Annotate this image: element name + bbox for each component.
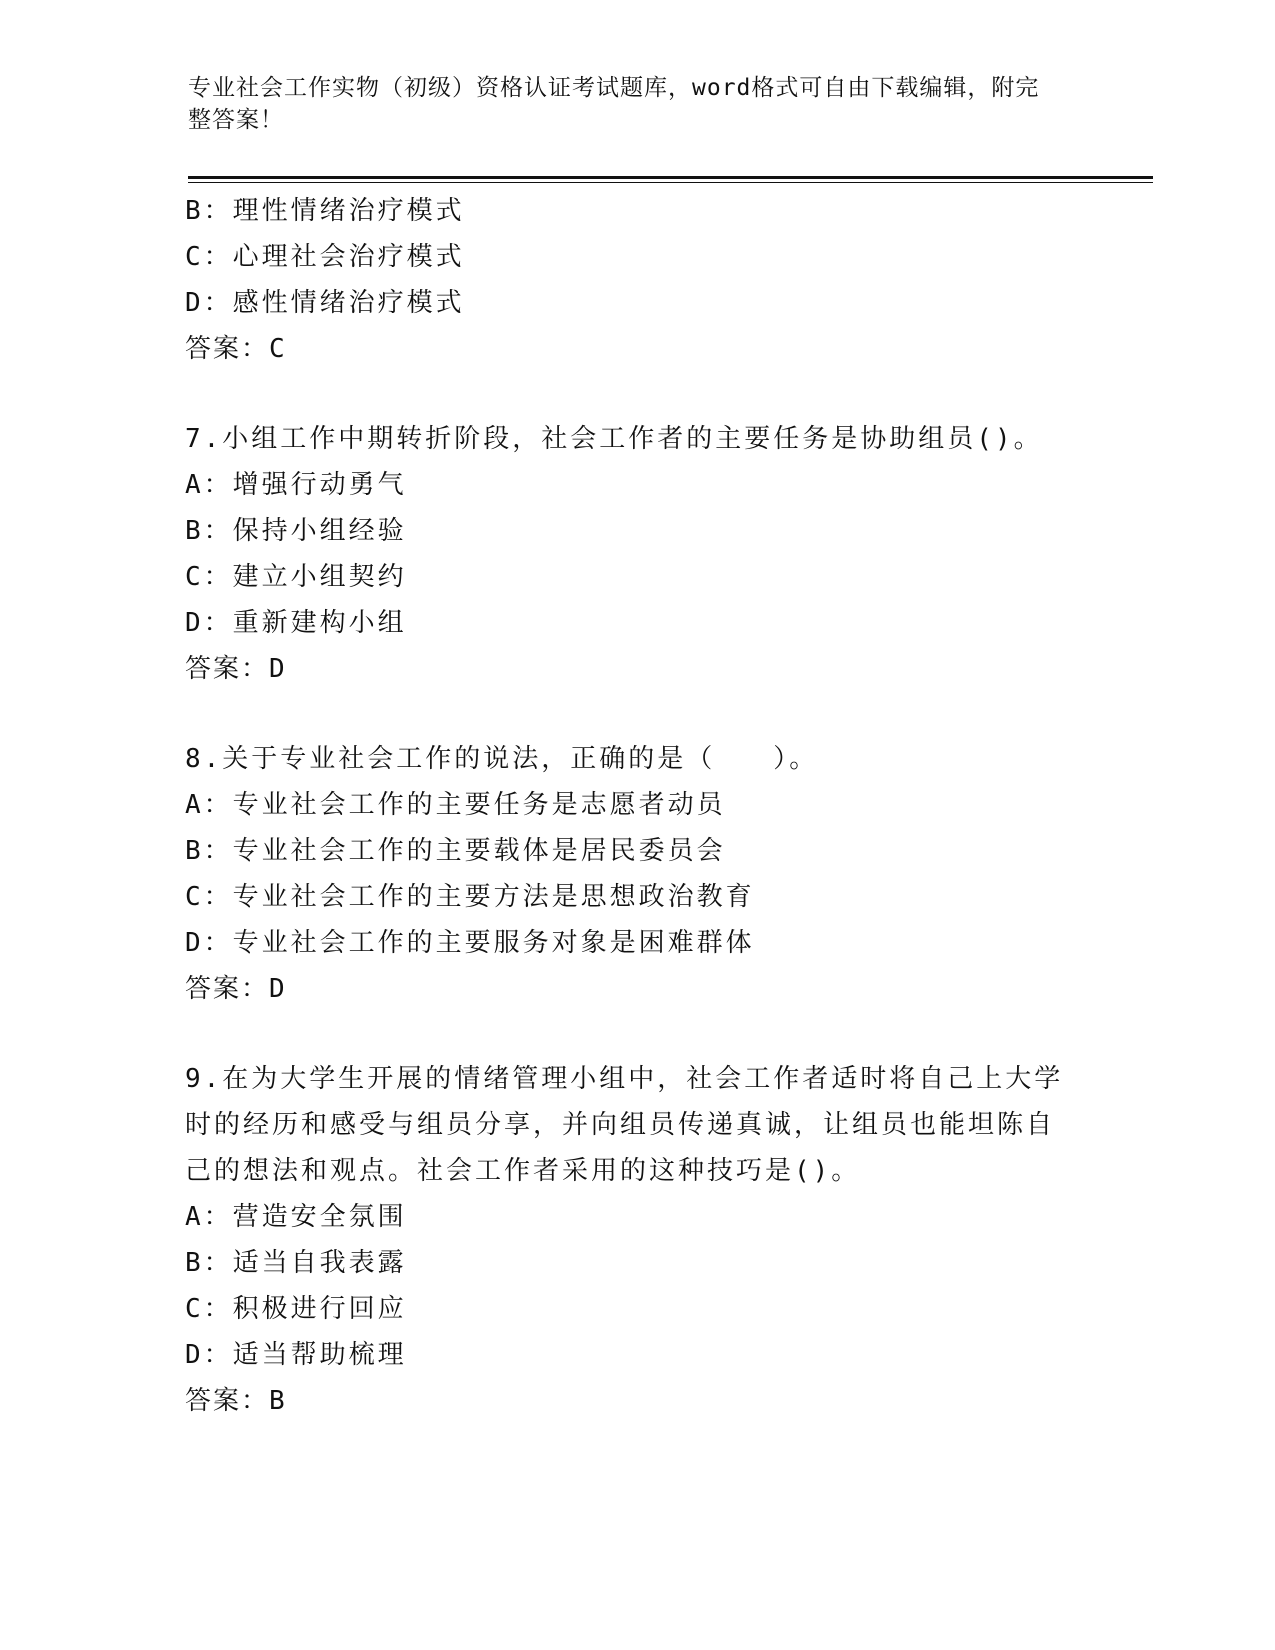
option-d: D：适当帮助梳理	[185, 1340, 407, 1370]
question-stem: 7.小组工作中期转折阶段，社会工作者的主要任务是协助组员()。	[185, 424, 1043, 454]
header-divider-thick	[188, 176, 1153, 179]
option-c: C：积极进行回应	[185, 1294, 407, 1324]
question-6-continuation	[185, 188, 1085, 372]
question-7	[185, 416, 1085, 692]
option-b: B：适当自我表露	[185, 1248, 407, 1278]
question-stem-line-3: 己的想法和观点。社会工作者采用的这种技巧是()。	[185, 1156, 861, 1186]
document-header	[188, 72, 1068, 136]
header-line-1: 专业社会工作实物（初级）资格认证考试题库，word格式可自由下载编辑，附完	[188, 75, 1040, 101]
answer-line: 答案：B	[185, 1386, 287, 1416]
option-d: D：专业社会工作的主要服务对象是困难群体	[185, 928, 755, 958]
option-b: B：保持小组经验	[185, 516, 407, 546]
question-9	[185, 1056, 1085, 1424]
option-a: A：专业社会工作的主要任务是志愿者动员	[185, 790, 726, 820]
option-a: A：增强行动勇气	[185, 470, 407, 500]
question-8	[185, 736, 1085, 1012]
answer-line: 答案：C	[185, 334, 287, 364]
document-body	[185, 188, 1085, 1424]
option-b: B：理性情绪治疗模式	[185, 196, 465, 226]
answer-line: 答案：D	[185, 974, 287, 1004]
question-stem-line-2: 时的经历和感受与组员分享，并向组员传递真诚，让组员也能坦陈自	[185, 1110, 1056, 1140]
option-b: B：专业社会工作的主要载体是居民委员会	[185, 836, 726, 866]
answer-line: 答案：D	[185, 654, 287, 684]
option-c: C：专业社会工作的主要方法是思想政治教育	[185, 882, 755, 912]
option-d: D：重新建构小组	[185, 608, 407, 638]
header-line-2: 整答案！	[188, 107, 284, 133]
option-a: A：营造安全氛围	[185, 1202, 407, 1232]
spacer	[185, 692, 1085, 736]
question-stem-line-1: 9.在为大学生开展的情绪管理小组中，社会工作者适时将自己上大学	[185, 1064, 1064, 1094]
spacer	[185, 1012, 1085, 1056]
question-stem: 8.关于专业社会工作的说法，正确的是（ ）。	[185, 744, 819, 774]
option-c: C：建立小组契约	[185, 562, 407, 592]
header-divider-thin	[188, 182, 1153, 183]
option-d: D：感性情绪治疗模式	[185, 288, 465, 318]
spacer	[185, 372, 1085, 416]
option-c: C：心理社会治疗模式	[185, 242, 465, 272]
